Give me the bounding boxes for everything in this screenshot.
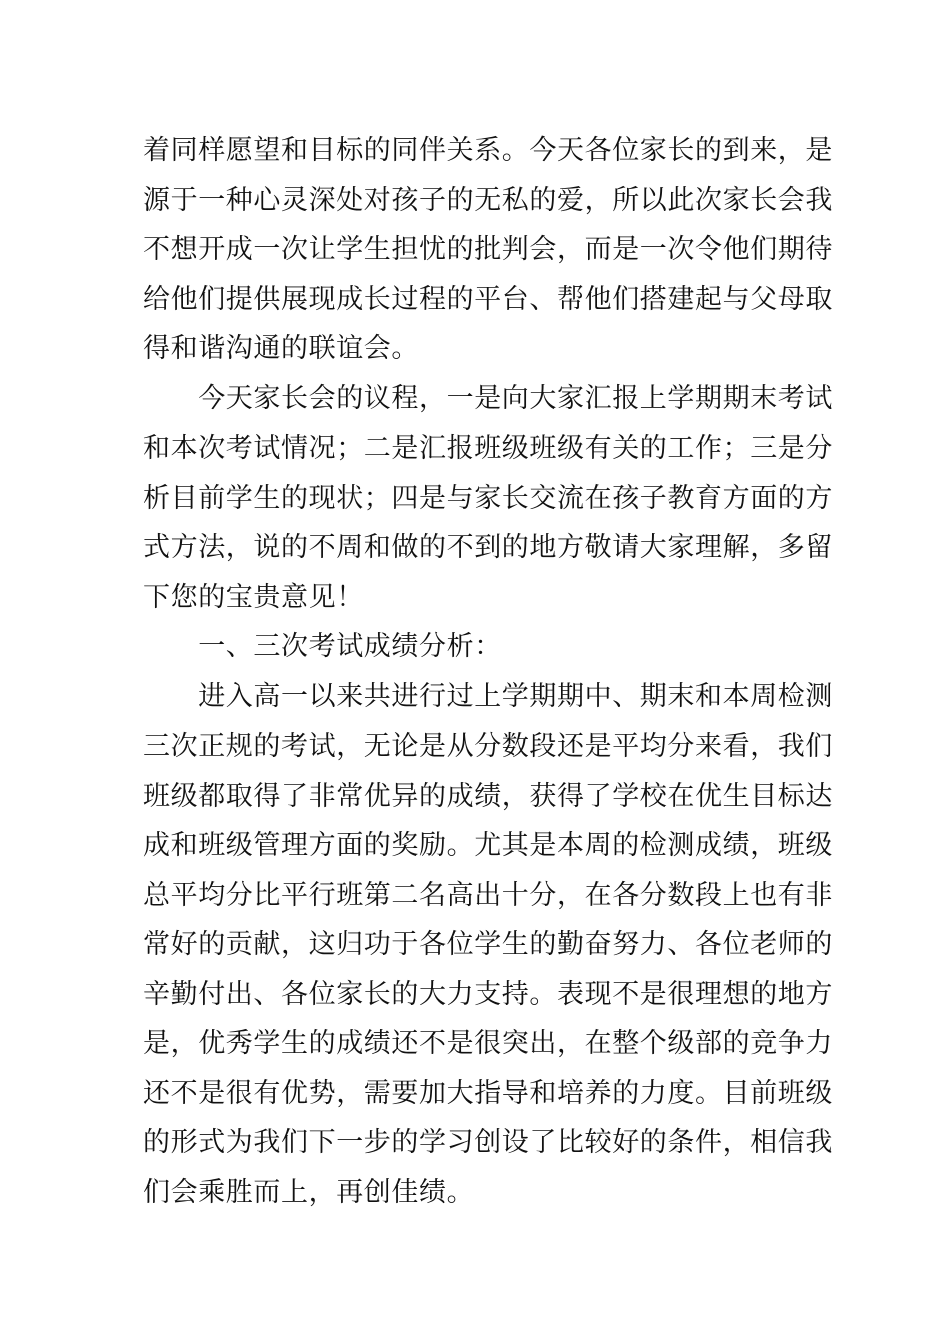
text-line: 着同样愿望和目标的同伴关系。今天各位家长的到来，是	[143, 135, 833, 166]
text-line: 源于一种心灵深处对孩子的无私的爱，所以此次家长会我	[143, 185, 833, 216]
text-line: 和本次考试情况；二是汇报班级班级有关的工作；三是分	[143, 433, 833, 464]
text-line: 式方法，说的不周和做的不到的地方敬请大家理解，多留	[143, 532, 833, 563]
text-line: 辛勤付出、各位家长的大力支持。表现不是很理想的地方	[143, 979, 833, 1010]
text-line: 进入高一以来共进行过上学期期中、期末和本周检测	[143, 681, 833, 712]
text-line: 今天家长会的议程，一是向大家汇报上学期期末考试	[143, 383, 833, 414]
text-line: 班级都取得了非常优异的成绩，获得了学校在优生目标达	[143, 781, 833, 812]
text-line: 总平均分比平行班第二名高出十分，在各分数段上也有非	[143, 880, 833, 911]
section-heading: 一、三次考试成绩分析：	[143, 631, 502, 662]
text-line: 下您的宝贵意见！	[143, 582, 364, 613]
text-line: 是，优秀学生的成绩还不是很突出，在整个级部的竞争力	[143, 1028, 833, 1059]
text-line: 常好的贡献，这归功于各位学生的勤奋努力、各位老师的	[143, 929, 833, 960]
text-line: 不想开成一次让学生担忧的批判会，而是一次令他们期待	[143, 234, 833, 265]
text-line: 的形式为我们下一步的学习创设了比较好的条件，相信我	[143, 1127, 833, 1158]
text-line: 三次正规的考试，无论是从分数段还是平均分来看，我们	[143, 731, 833, 762]
text-line: 得和谐沟通的联谊会。	[143, 333, 419, 364]
text-line: 们会乘胜而上，再创佳绩。	[143, 1177, 475, 1208]
text-line: 析目前学生的现状；四是与家长交流在孩子教育方面的方	[143, 483, 833, 514]
text-line: 成和班级管理方面的奖励。尤其是本周的检测成绩，班级	[143, 830, 833, 861]
text-line: 还不是很有优势，需要加大指导和培养的力度。目前班级	[143, 1078, 833, 1109]
text-line: 给他们提供展现成长过程的平台、帮他们搭建起与父母取	[143, 284, 833, 315]
